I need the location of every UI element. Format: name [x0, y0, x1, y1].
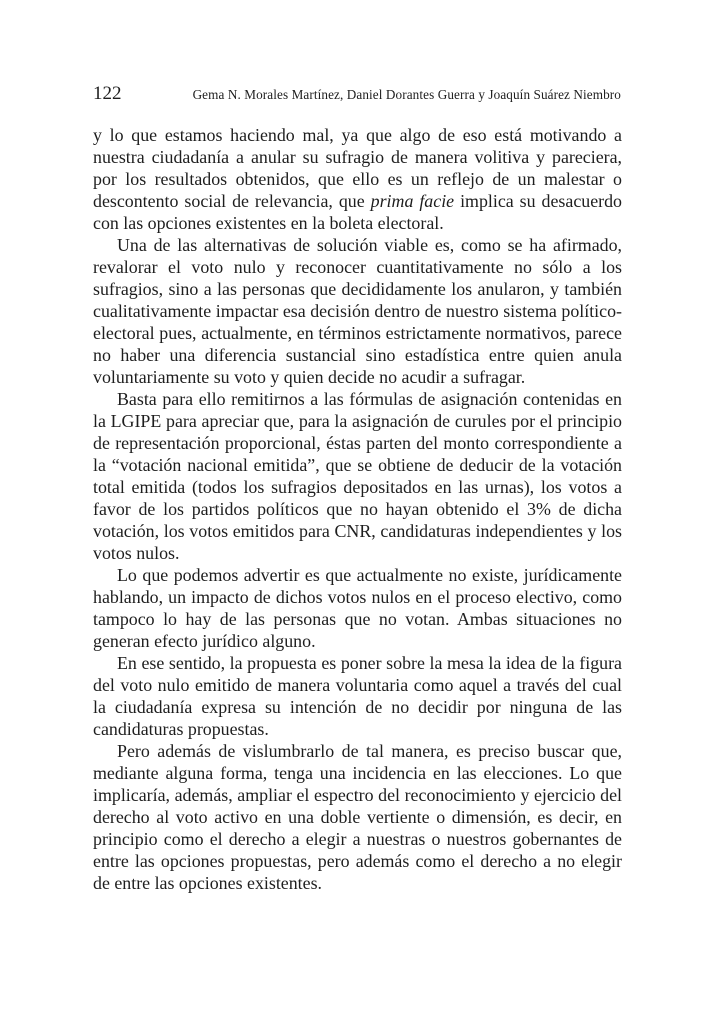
- page-header: [93, 83, 621, 107]
- paragraph-text: implica su desacuerdo con las opciones existentes en la boleta electoral.: [93, 191, 622, 233]
- running-head-authors: Gema N. Morales Martínez, Daniel Dorantes Guerra y Joaquín Suárez Niembro: [192, 87, 621, 102]
- paragraph: Pero además de vislumbrarlo de tal manera, es preciso buscar que, mediante alguna forma, tenga una incidencia en las elecciones. Lo que implicaría, además, ampliar el espectro del reconocimiento y ejercicio del derecho al voto activo en una doble vertiente o dimensión, es decir, en principio como el derecho a elegir a nuestras o nuestros gobernantes de entre las opciones propuestas, pero además como el derecho a no elegir de entre las opciones existentes.: [93, 741, 622, 893]
- paragraph: Lo que podemos advertir es que actualmente no existe, jurídicamente hablando, un impacto de dichos votos nulos en el proceso electivo, como tampoco lo hay de las personas que no votan. Ambas situaciones no generan efecto jurídico alguno.: [93, 565, 622, 651]
- paragraph: Una de las alternativas de solución viable es, como se ha afirmado, revalorar el voto nulo y reconocer cuantitativamente no sólo a los sufragios, sino a las personas que decididamente los anularon, y también cualitativamente impactar esa decisión dentro de nuestro sistema político-electoral pues, actualmente, en términos estrictamente normativos, parece no haber una diferencia sustancial sino estadística entre quien anula voluntariamente su voto y quien decide no acudir a sufragar.: [93, 235, 622, 387]
- body-text: [93, 124, 622, 894]
- paragraph-text: y lo que estamos haciendo mal, ya que algo de eso está motivando a nuestra ciudadanía a anular su sufragio de manera volitiva y pareciera, por los resultados obtenidos, que ello es un reflejo de un malestar o descontento social de relevancia, que: [93, 125, 622, 211]
- paragraph: En ese sentido, la propuesta es poner sobre la mesa la idea de la figura del voto nulo emitido de manera voluntaria como aquel a través del cual la ciudadanía expresa su intención de no decidir por ninguna de las candidaturas propuestas.: [93, 653, 622, 739]
- italic-phrase: prima facie: [370, 191, 455, 211]
- paragraph: Basta para ello remitirnos a las fórmulas de asignación contenidas en la LGIPE para apreciar que, para la asignación de curules por el principio de representación proporcional, éstas parten del monto correspondiente a la “votación nacional emitida”, que se obtiene de deducir de la votación total emitida (todos los sufragios depositados en las urnas), los votos a favor de los partidos políticos que no hayan obtenido el 3% de dicha votación, los votos emitidos para CNR, candidaturas independientes y los votos nulos.: [93, 389, 622, 563]
- paragraph-continuation: [93, 124, 622, 234]
- page-number: 122: [93, 83, 122, 104]
